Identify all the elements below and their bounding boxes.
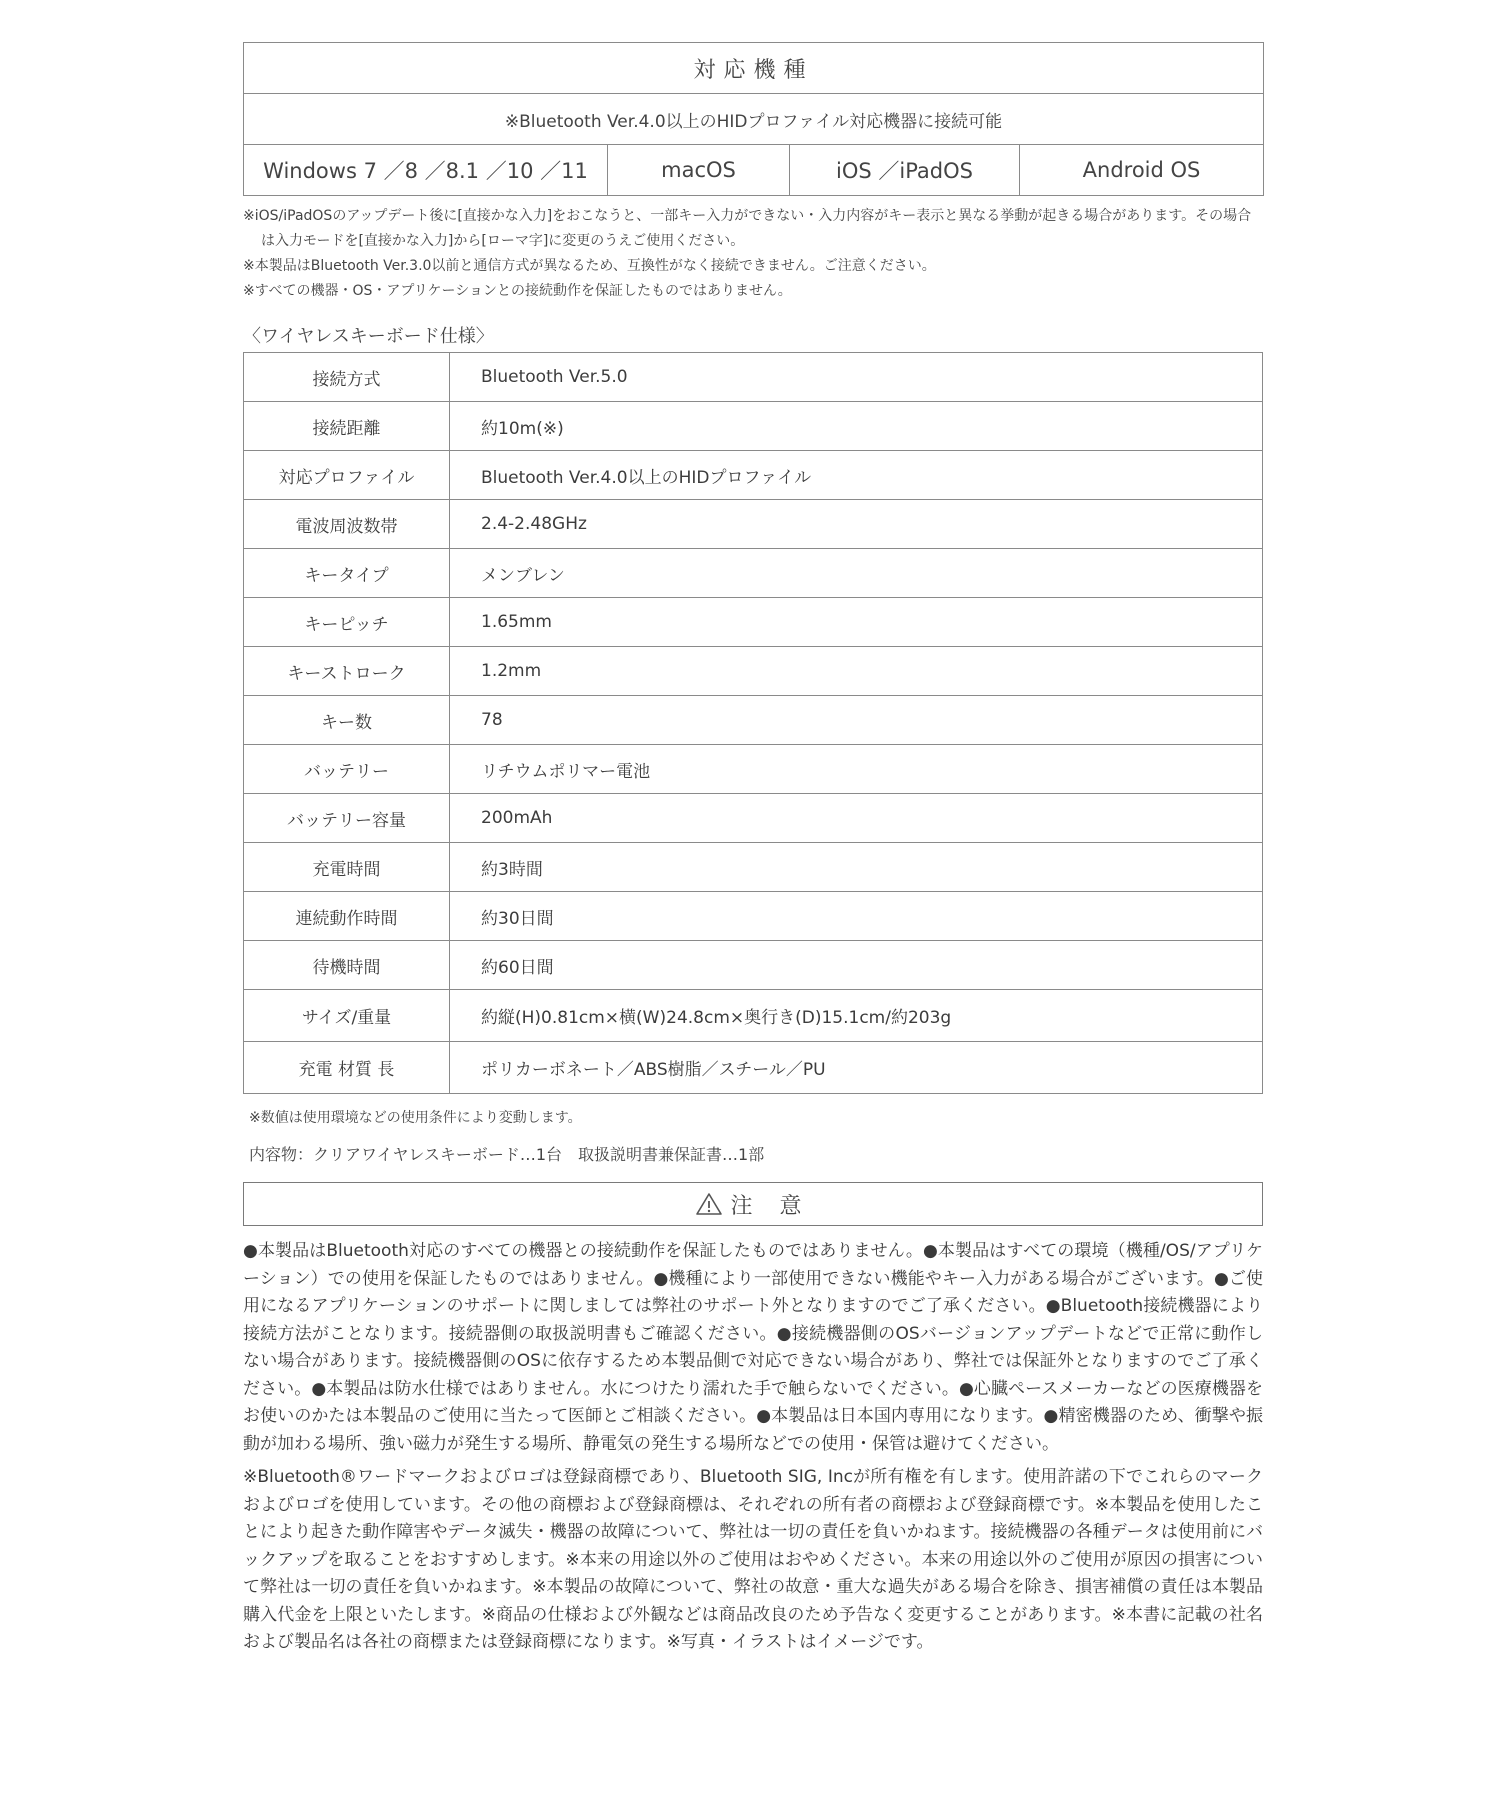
- spec-key: キーストローク: [244, 647, 450, 696]
- spec-value: リチウムポリマー電池: [450, 745, 1263, 794]
- spec-value: 約縦(H)0.81cm×横(W)24.8cm×奥行き(D)15.1cm/約203g: [450, 990, 1263, 1042]
- spec-key: 連続動作時間: [244, 892, 450, 941]
- spec-row: [244, 892, 1263, 941]
- compatibility-table: [243, 42, 1264, 196]
- spec-value: 78: [450, 696, 1263, 745]
- spec-key: 電波周波数帯: [244, 500, 450, 549]
- spec-value: 1.2mm: [450, 647, 1263, 696]
- spec-value: 200mAh: [450, 794, 1263, 843]
- caution-header: [243, 1182, 1263, 1226]
- spec-key: 充電時間: [244, 843, 450, 892]
- trademark-paragraph: ※Bluetooth®ワードマークおよびロゴは登録商標であり、Bluetooth SIG, Incが所有権を有します。使用許諾の下でこれらのマークおよびロゴを使用しています。その他の商標および登録商標は、それぞれの所有者の商標および登録商標です。※本製品を使用したことにより起きた動作障害やデータ滅失・機器の故障について、弊社は一切の責任を負いかねます。接続機器の各種データは使用前にバックアップを取ることをおすすめします。※本来の用途以外のご使用はおやめください。本来の用途以外のご使用が原因の損害について弊社は一切の責任を負いかねます。※本製品の故障について、弊社の故意・重大な過失がある場合を除き、損害補償の責任は本製品購入代金を上限といたします。※商品の仕様および外観などは商品改良のため予告なく変更することがあります。※本書に記載の社名および製品名は各社の商標または登録商標になります。※写真・イラストはイメージです。: [243, 1467, 1264, 1652]
- compatibility-notes: [243, 204, 1263, 304]
- spec-row: [244, 696, 1263, 745]
- spec-key: バッテリー容量: [244, 794, 450, 843]
- note-no-guarantee: ※すべての機器・OS・アプリケーションとの接続動作を保証したものではありません。: [243, 283, 792, 299]
- spec-key: キーピッチ: [244, 598, 450, 647]
- spec-value: 約60日間: [450, 941, 1263, 990]
- spec-value: Bluetooth Ver.4.0以上のHIDプロファイル: [450, 451, 1263, 500]
- spec-value: 約30日間: [450, 892, 1263, 941]
- caution-body: [243, 1238, 1263, 1657]
- spec-row: [244, 745, 1263, 794]
- spec-table: [243, 352, 1263, 1094]
- spec-value: メンブレン: [450, 549, 1263, 598]
- compatibility-subtitle: ※Bluetooth Ver.4.0以上のHIDプロファイル対応機器に接続可能: [244, 94, 1264, 145]
- spec-value: Bluetooth Ver.5.0: [450, 353, 1263, 402]
- spec-row: [244, 500, 1263, 549]
- spec-row: [244, 990, 1263, 1042]
- spec-key: 充電 材質 長: [244, 1042, 450, 1094]
- spec-key: 対応プロファイル: [244, 451, 450, 500]
- spec-footnote: ※数値は使用環境などの使用条件により変動します。: [249, 1110, 582, 1126]
- spec-value: 約10m(※): [450, 402, 1263, 451]
- spec-value: 約3時間: [450, 843, 1263, 892]
- spec-page: [243, 42, 1263, 1663]
- note-ios: ※iOS/iPadOSのアップデート後に[直接かな入力]をおこなうと、一部キー入力ができない・入力内容がキー表示と異なる挙動が起きる場合があります。その場合は入力モードを[直接かな入力]から[ローマ字]に変更のうえご使用ください。: [243, 208, 1252, 249]
- spec-key: 接続距離: [244, 402, 450, 451]
- warning-triangle-icon: [695, 1192, 723, 1216]
- spec-row: [244, 549, 1263, 598]
- spec-row: [244, 843, 1263, 892]
- spec-key: キー数: [244, 696, 450, 745]
- spec-row: [244, 1042, 1263, 1094]
- caution-paragraph: ●本製品はBluetooth対応のすべての機器との接続動作を保証したものではありません。●本製品はすべての環境（機種/OS/アプリケーション）での使用を保証したものではありません。●機種により一部使用できない機能やキー入力がある場合がございます。●ご使用になるアプリケーションのサポートに関しましては弊社のサポート外となりますのでご了承ください。●Bluetooth接続機器により接続方法がことなります。接続器側の取扱説明書もご確認ください。●接続機器側のOSバージョンアップデートなどで正常に動作しない場合があります。接続機器側のOSに依存するため本製品側で対応できない場合があり、弊社では保証外となりますのでご了承ください。●本製品は防水仕様ではありません。水につけたり濡れた手で触らないでください。●心臓ペースメーカーなどの医療機器をお使いのかたは本製品のご使用に当たって医師とご相談ください。●本製品は日本国内専用になります。●精密機器のため、衝撃や振動が加わる場所、強い磁力が発生する場所、静電気の発生する場所などでの使用・保管は避けてください。: [243, 1241, 1263, 1454]
- os-ios: iOS ／iPadOS: [790, 145, 1020, 196]
- spec-row: [244, 451, 1263, 500]
- spec-key: サイズ/重量: [244, 990, 450, 1042]
- package-contents: 内容物：クリアワイヤレスキーボード…1台 取扱説明書兼保証書…1部: [249, 1145, 765, 1164]
- spec-value: ポリカーボネート／ABS樹脂／スチール／PU: [450, 1042, 1263, 1094]
- spec-title: 〈ワイヤレスキーボード仕様〉: [243, 326, 494, 347]
- caution-title: 注 意: [730, 1193, 812, 1219]
- os-macos: macOS: [608, 145, 790, 196]
- os-android: Android OS: [1020, 145, 1264, 196]
- spec-key: 接続方式: [244, 353, 450, 402]
- spec-row: [244, 598, 1263, 647]
- spec-row: [244, 941, 1263, 990]
- spec-key: 待機時間: [244, 941, 450, 990]
- note-bluetooth-version: ※本製品はBluetooth Ver.3.0以前と通信方式が異なるため、互換性がなく接続できません。ご注意ください。: [243, 258, 936, 274]
- spec-row: [244, 794, 1263, 843]
- spec-row: [244, 402, 1263, 451]
- spec-key: バッテリー: [244, 745, 450, 794]
- compatibility-title: 対応機種: [244, 43, 1264, 94]
- spec-value: 2.4-2.48GHz: [450, 500, 1263, 549]
- spec-key: キータイプ: [244, 549, 450, 598]
- os-windows: Windows 7 ／8 ／8.1 ／10 ／11: [244, 145, 608, 196]
- spec-row: [244, 647, 1263, 696]
- spec-value: 1.65mm: [450, 598, 1263, 647]
- spec-row: [244, 353, 1263, 402]
